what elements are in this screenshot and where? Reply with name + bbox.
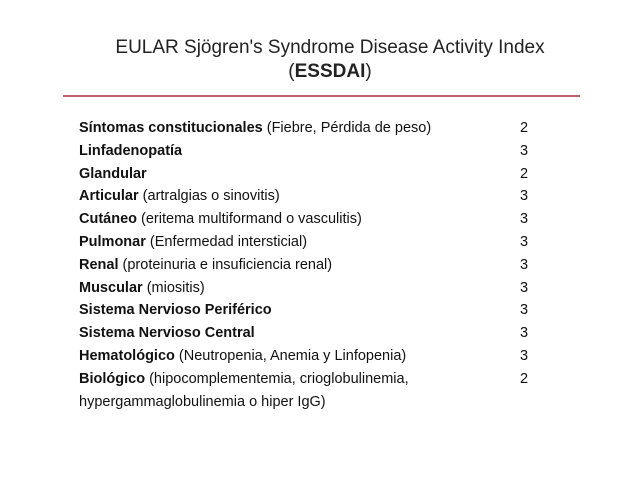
domain-row	[79, 208, 539, 231]
title-close-paren: )	[365, 61, 372, 82]
domain-row	[79, 185, 539, 208]
domain-row	[79, 277, 539, 300]
domain-score: 3	[519, 142, 529, 159]
domain-name: Biológico	[79, 370, 146, 387]
domain-list	[79, 117, 539, 413]
domain-score: 3	[519, 302, 529, 319]
domain-detail: (artralgias o sinovitis)	[142, 188, 280, 205]
title-open-paren: (	[288, 61, 295, 82]
domain-detail: (hipocomplementemia, crioglobulinemia, hypergammaglobulinemia o hiper IgG)	[79, 370, 409, 410]
domain-score: 3	[519, 279, 529, 296]
domain-row	[79, 322, 539, 345]
domain-label	[79, 325, 255, 341]
domain-detail: (Neutropenia, Anemia y Linfopenia)	[178, 347, 407, 364]
domain-name: Muscular	[79, 279, 143, 296]
domain-row	[79, 368, 539, 414]
domain-name: Glandular	[79, 165, 147, 182]
domain-row	[79, 345, 539, 368]
domain-name: Sistema Nervioso Central	[79, 325, 255, 342]
domain-score: 2	[519, 165, 529, 182]
domain-score: 3	[519, 256, 529, 273]
domain-row	[79, 231, 539, 254]
domain-score: 3	[519, 347, 529, 364]
title-divider	[63, 95, 580, 97]
domain-score: 3	[519, 211, 529, 228]
domain-row	[79, 163, 539, 186]
title-acronym: ESSDAI	[294, 61, 366, 82]
domain-detail: (proteinuria e insuficiencia renal)	[122, 256, 333, 273]
domain-row	[79, 254, 539, 277]
domain-detail: (miositis)	[146, 279, 205, 296]
domain-label	[79, 302, 272, 318]
domain-score: 3	[519, 233, 529, 250]
domain-label	[79, 211, 362, 227]
domain-name: Linfadenopatía	[79, 142, 183, 159]
domain-row	[79, 299, 539, 322]
domain-label	[79, 371, 409, 410]
domain-name: Hematológico	[79, 347, 175, 364]
domain-score: 2	[519, 120, 529, 136]
title-line-2	[80, 60, 580, 84]
domain-label	[79, 120, 431, 136]
domain-label	[79, 280, 205, 296]
domain-label	[79, 257, 332, 273]
domain-detail: (Fiebre, Pérdida de peso)	[266, 120, 432, 136]
domain-detail: (eritema multiformand o vasculitis)	[141, 211, 362, 228]
domain-name: Articular	[79, 188, 139, 205]
domain-label	[79, 348, 406, 364]
domain-score: 2	[519, 370, 529, 387]
domain-label	[79, 188, 280, 204]
domain-score: 3	[519, 325, 529, 342]
domain-name: Síntomas constitucionales	[79, 120, 263, 136]
domain-label	[79, 143, 182, 159]
domain-row	[79, 117, 539, 140]
domain-label	[79, 166, 147, 182]
domain-score: 3	[519, 188, 529, 205]
domain-name: Cutáneo	[79, 211, 137, 228]
domain-row	[79, 140, 539, 163]
domain-name: Sistema Nervioso Periférico	[79, 302, 272, 319]
domain-name: Pulmonar	[79, 233, 146, 250]
slide-title	[80, 36, 580, 84]
domain-label	[79, 234, 307, 250]
title-line-1: EULAR Sjögren's Syndrome Disease Activity Index	[115, 37, 545, 58]
domain-name: Renal	[79, 256, 119, 273]
domain-detail: (Enfermedad intersticial)	[149, 233, 308, 250]
